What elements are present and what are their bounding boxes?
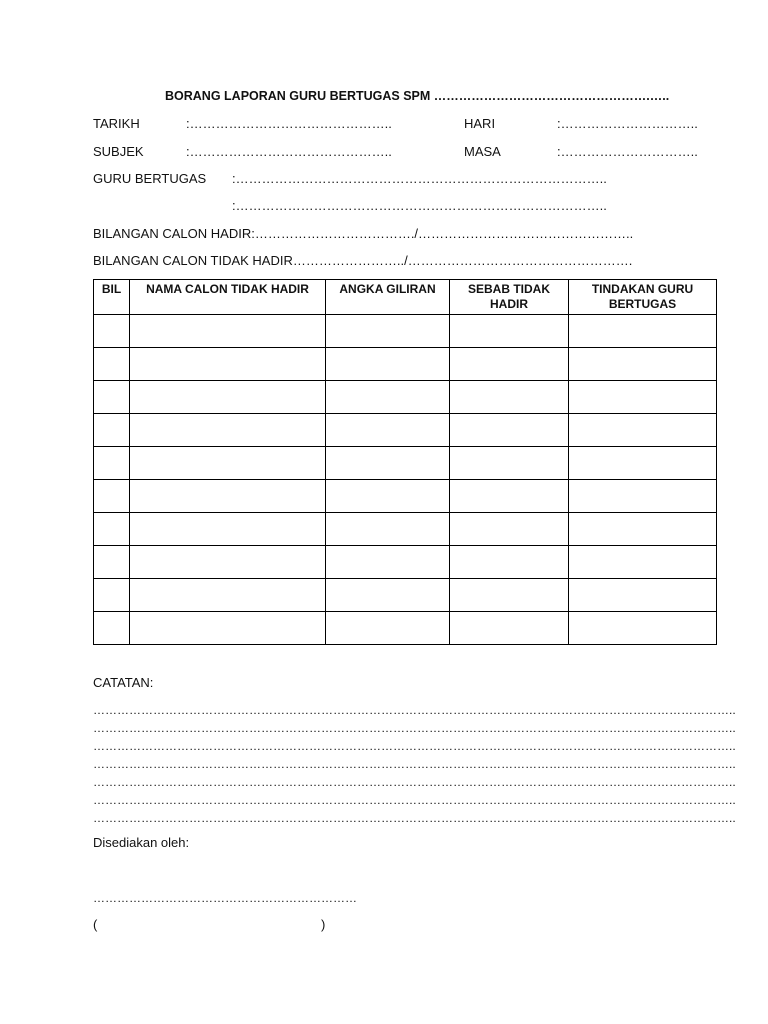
col-header-tindakan: TINDAKAN GURU BERTUGAS [569,280,717,315]
table-row [94,381,717,414]
table-cell[interactable] [569,315,717,348]
disediakan-oleh-label: Disediakan oleh: [93,835,190,850]
table-cell[interactable] [569,381,717,414]
bilangan-calon-hadir[interactable]: BILANGAN CALON HADIR:………………………………./………………………………………….. [93,226,634,241]
table-cell[interactable] [94,447,130,480]
table-cell[interactable] [94,546,130,579]
table-row [94,414,717,447]
col-header-nama: NAMA CALON TIDAK HADIR [130,280,326,315]
table-cell[interactable] [569,579,717,612]
table-cell[interactable] [569,513,717,546]
table-cell[interactable] [450,579,569,612]
table-cell[interactable] [130,381,326,414]
table-cell[interactable] [569,447,717,480]
table-row [94,315,717,348]
table-cell[interactable] [326,612,450,645]
catatan-line-7[interactable]: …………………………………………………………………………………………………………………………………………….. [93,811,736,825]
table-cell[interactable] [569,348,717,381]
table-row [94,546,717,579]
masa-field[interactable]: :………………………….. [557,144,698,159]
table-cell[interactable] [130,513,326,546]
catatan-line-2[interactable]: …………………………………………………………………………………………………………………………………………….. [93,721,736,735]
table-cell[interactable] [326,480,450,513]
table-cell[interactable] [450,315,569,348]
table-cell[interactable] [450,513,569,546]
guru-bertugas-field-2[interactable]: :………………………………………………………………………….. [232,198,607,213]
table-cell[interactable] [326,348,450,381]
subjek-field[interactable]: :……………………………………….. [186,144,392,159]
table-cell[interactable] [569,480,717,513]
table-cell[interactable] [569,546,717,579]
hari-field[interactable]: :………………………….. [557,116,698,131]
table-cell[interactable] [326,513,450,546]
table-cell[interactable] [450,414,569,447]
table-cell[interactable] [94,480,130,513]
table-cell[interactable] [94,513,130,546]
catatan-line-5[interactable]: …………………………………………………………………………………………………………………………………………….. [93,775,736,789]
table-cell[interactable] [326,414,450,447]
table-header-row [94,280,717,315]
table-cell[interactable] [130,546,326,579]
table-cell[interactable] [450,447,569,480]
subjek-label: SUBJEK [93,144,144,159]
table-cell[interactable] [326,447,450,480]
catatan-line-6[interactable]: …………………………………………………………………………………………………………………………………………….. [93,793,736,807]
table-cell[interactable] [130,348,326,381]
name-open-paren: ( [93,917,98,932]
absent-candidates-table [93,279,717,645]
table-cell[interactable] [450,348,569,381]
table-cell[interactable] [569,414,717,447]
tarikh-label: TARIKH [93,116,140,131]
table-row [94,513,717,546]
signature-line[interactable]: ………………………………………………………… [93,891,357,905]
table-cell[interactable] [326,579,450,612]
tarikh-field[interactable]: :……………………………………….. [186,116,392,131]
catatan-label: CATATAN: [93,675,154,690]
table-cell[interactable] [94,612,130,645]
table-cell[interactable] [569,612,717,645]
table-cell[interactable] [130,579,326,612]
table-cell[interactable] [326,315,450,348]
masa-label: MASA [464,144,501,159]
col-header-angka-giliran: ANGKA GILIRAN [326,280,450,315]
table-cell[interactable] [94,579,130,612]
table-cell[interactable] [130,315,326,348]
bilangan-calon-tidak-hadir[interactable]: BILANGAN CALON TIDAK HADIR……………………../……………………………………………. [93,253,633,268]
hari-label: HARI [464,116,496,131]
table-row [94,480,717,513]
table-row [94,348,717,381]
table-cell[interactable] [450,546,569,579]
table-row [94,612,717,645]
table-cell[interactable] [450,480,569,513]
catatan-line-4[interactable]: …………………………………………………………………………………………………………………………………………….. [93,757,736,771]
guru-bertugas-label: GURU BERTUGAS [93,171,207,186]
table-row [94,579,717,612]
table-cell[interactable] [94,381,130,414]
table-cell[interactable] [450,381,569,414]
col-header-sebab: SEBAB TIDAK HADIR [450,280,569,315]
form-title: BORANG LAPORAN GURU BERTUGAS SPM …………………………………………….….. [165,89,670,103]
guru-bertugas-field-1[interactable]: :………………………………………………………………………….. [232,171,607,186]
table-cell[interactable] [450,612,569,645]
catatan-line-1[interactable]: …………………………………………………………………………………………………………………………………………….. [93,703,736,717]
table-cell[interactable] [94,348,130,381]
table-cell[interactable] [130,414,326,447]
col-header-bil: BIL [94,280,130,315]
table-cell[interactable] [130,480,326,513]
table-cell[interactable] [94,414,130,447]
catatan-line-3[interactable]: …………………………………………………………………………………………………………………………………………….. [93,739,736,753]
table-cell[interactable] [130,447,326,480]
table-cell[interactable] [326,546,450,579]
table-cell[interactable] [94,315,130,348]
name-close-paren: ) [321,917,326,932]
table-row [94,447,717,480]
table-cell[interactable] [326,381,450,414]
table-cell[interactable] [130,612,326,645]
